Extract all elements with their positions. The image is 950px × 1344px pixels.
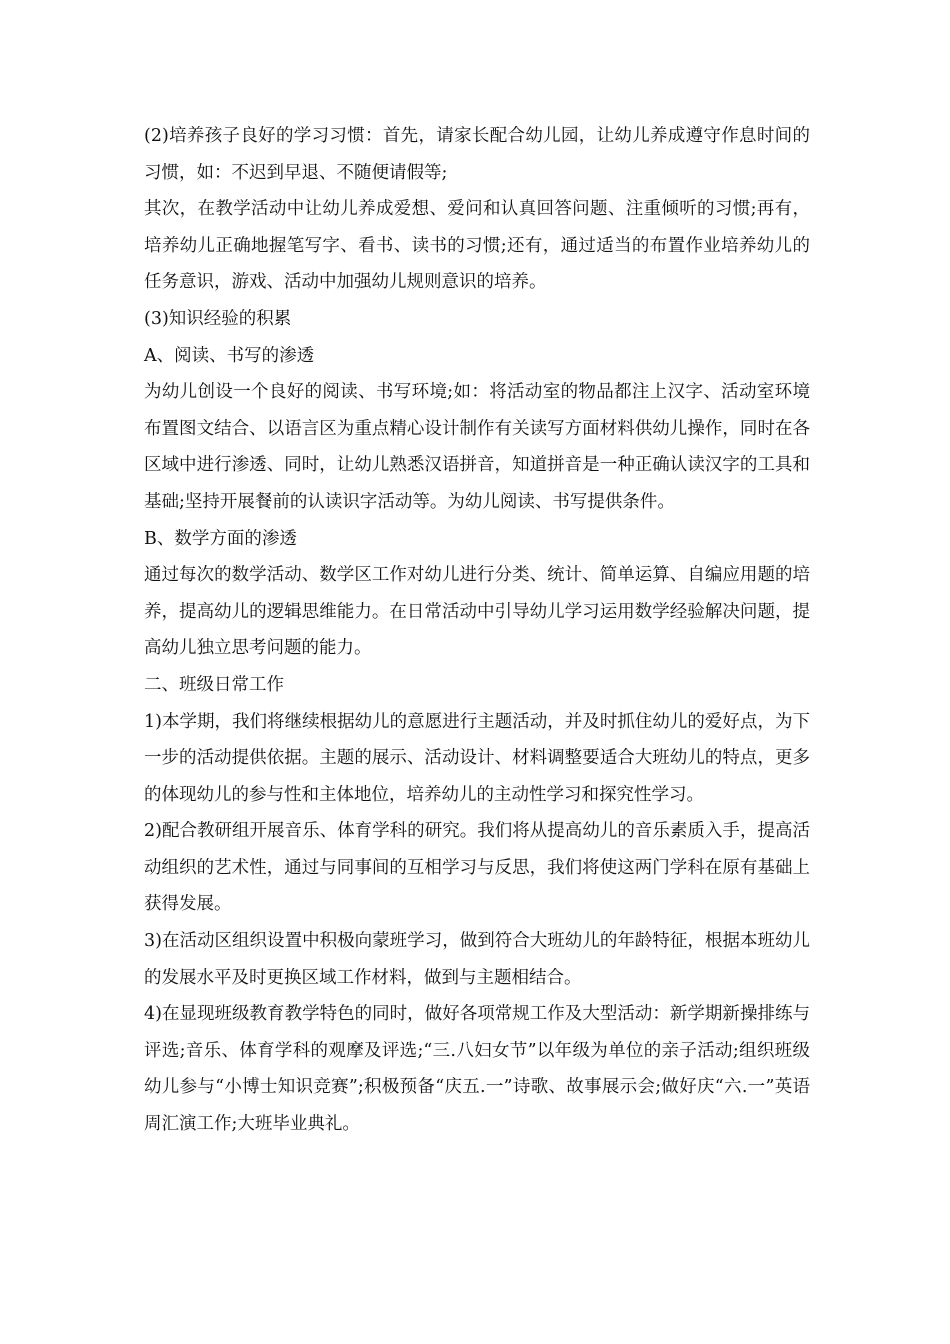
document-body — [144, 118, 810, 1143]
paragraph-item-4: 4)在显现班级教育教学特色的同时，做好各项常规工作及大型活动：新学期新操排练与评选;音乐、体育学科的观摩及评选;“三.八妇女节”以年级为单位的亲子活动;组织班级幼儿参与“小博士知识竞赛”;积极预备“庆五.一”诗歌、故事展示会;做好庆“六.一”英语周汇演工作;大班毕业典礼。 — [144, 1004, 810, 1135]
paragraph-math-activities: 通过每次的数学活动、数学区工作对幼儿进行分类、统计、简单运算、自编应用题的培养，提高幼儿的逻辑思维能力。在日常活动中引导幼儿学习运用数学经验解决问题，提高幼儿独立思考问题的能力。 — [144, 565, 810, 659]
paragraph-study-habits: (2)培养孩子良好的学习习惯：首先，请家长配合幼儿园，让幼儿养成遵守作息时间的习惯，如：不迟到早退、不随便请假等; — [144, 126, 810, 183]
heading-reading-writing: A、阅读、书写的渗透 — [144, 345, 315, 366]
paragraph-secondly: 其次，在教学活动中让幼儿养成爱想、爱问和认真回答问题、注重倾听的习惯;再有，培养幼儿正确地握笔写字、看书、读书的习惯;还有，通过适当的布置作业培养幼儿的任务意识，游戏、活动中加强幼儿规则意识的培养。 — [144, 199, 810, 293]
paragraph-item-3: 3)在活动区组织设置中积极向蒙班学习，做到符合大班幼儿的年龄特征，根据本班幼儿的发展水平及时更换区域工作材料，做到与主题相结合。 — [144, 931, 810, 988]
paragraph-item-1: 1)本学期，我们将继续根据幼儿的意愿进行主题活动，并及时抓住幼儿的爱好点，为下一步的活动提供依据。主题的展示、活动设计、材料调整要适合大班幼儿的特点，更多的体现幼儿的参与性和主体地位，培养幼儿的主动性学习和探究性学习。 — [144, 711, 810, 805]
paragraph-item-2: 2)配合教研组开展音乐、体育学科的研究。我们将从提高幼儿的音乐素质入手，提高活动组织的艺术性，通过与同事间的互相学习与反思，我们将使这两门学科在原有基础上获得发展。 — [144, 821, 810, 915]
heading-math: B、数学方面的渗透 — [144, 528, 297, 549]
heading-knowledge-accumulation: (3)知识经验的积累 — [144, 308, 292, 329]
paragraph-reading-environment: 为幼儿创设一个良好的阅读、书写环境;如：将活动室的物品都注上汉字、活动室环境布置图文结合、以语言区为重点精心设计制作有关读写方面材料供幼儿操作，同时在各区域中进行渗透、同时，让幼儿熟悉汉语拼音，知道拼音是一种正确认读汉字的工具和基础;坚持开展餐前的认读识字活动等。为幼儿阅读、书写提供条件。 — [144, 382, 810, 512]
heading-daily-work: 二、班级日常工作 — [144, 674, 284, 695]
